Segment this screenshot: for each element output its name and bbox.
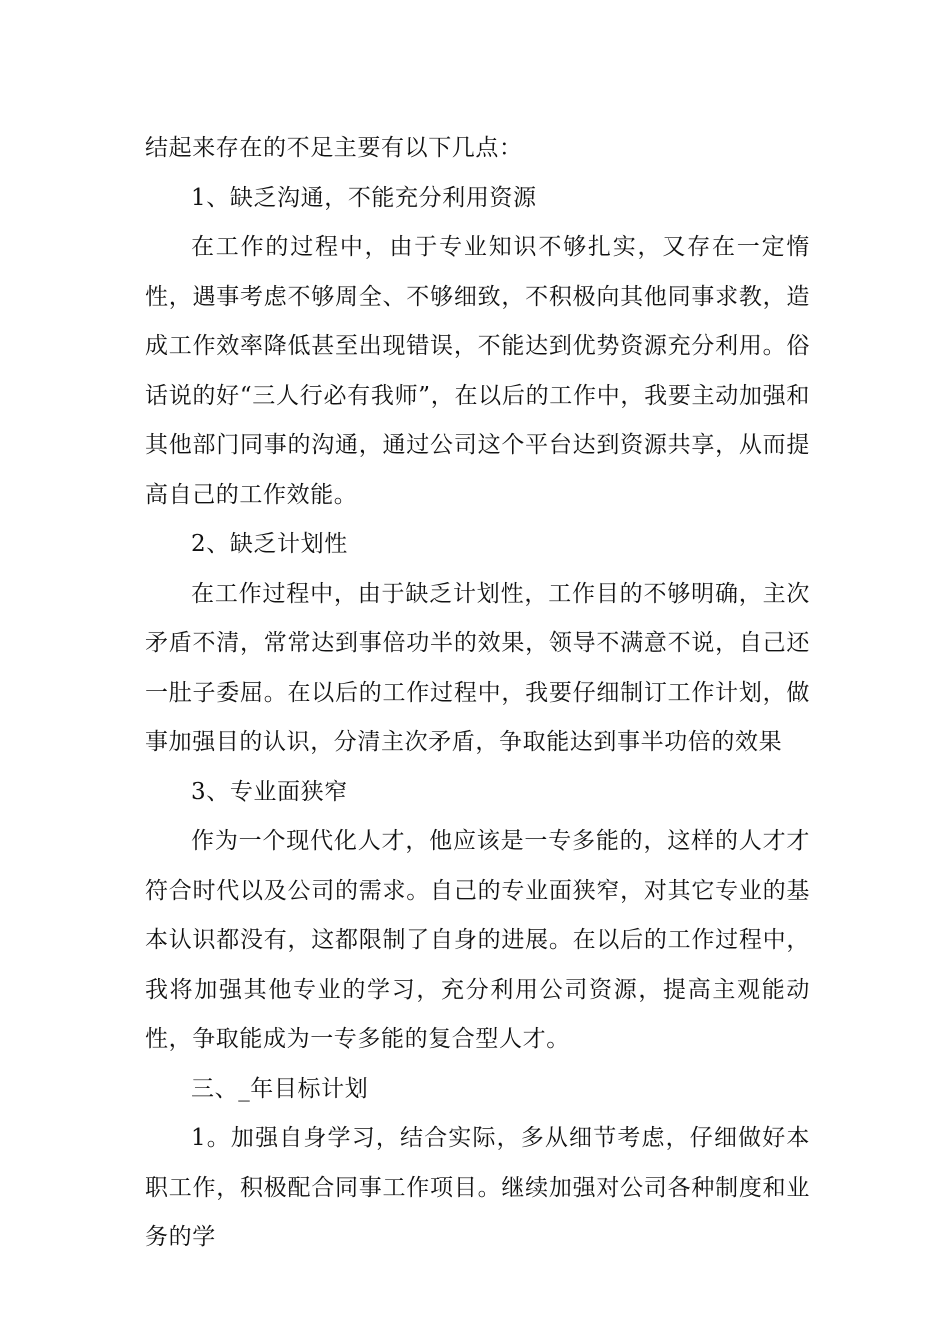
paragraph-goal-item-1: 1。加强自身学习，结合实际，多从细节考虑，仔细做好本职工作，积极配合同事工作项目。继续加强对公司各种制度和业务的学: [145, 1125, 810, 1250]
heading-lack-of-planning: 2、缺乏计划性: [191, 531, 348, 557]
heading-annual-goal-plan: 三、_年目标计划: [191, 1075, 369, 1102]
paragraph-summary-intro: 结起来存在的不足主要有以下几点：: [145, 135, 523, 161]
paragraph-specialty: 作为一个现代化人才，他应该是一专多能的，这样的人才才符合时代以及公司的需求。自己的专业面狭窄，对其它专业的基本认识都没有，这都限制了自身的进展。在以后的工作过程中，我将加强其他专业的学习，充分利用公司资源，提高主观能动性，争取能成为一专多能的复合型人才。: [145, 828, 810, 1052]
paragraph-communication: 在工作的过程中，由于专业知识不够扎实，又存在一定惰性，遇事考虑不够周全、不够细致，不积极向其他同事求教，造成工作效率降低甚至出现错误，不能达到优势资源充分利用。俗话说的好“三人行必有我师”，在以后的工作中，我要主动加强和其他部门同事的沟通，通过公司这个平台达到资源共享，从而提高自己的工作效能。: [145, 234, 810, 508]
document-body: [145, 124, 810, 1263]
heading-lack-of-communication: 1、缺乏沟通，不能充分利用资源: [191, 184, 537, 211]
paragraph-planning: 在工作过程中，由于缺乏计划性，工作目的不够明确，主次矛盾不清，常常达到事倍功半的效果，领导不满意不说，自己还一肚子委屈。在以后的工作过程中，我要仔细制订工作计划，做事加强目的认识，分清主次矛盾，争取能达到事半功倍的效果: [145, 580, 810, 755]
heading-narrow-specialty: 3、专业面狭窄: [191, 778, 348, 805]
